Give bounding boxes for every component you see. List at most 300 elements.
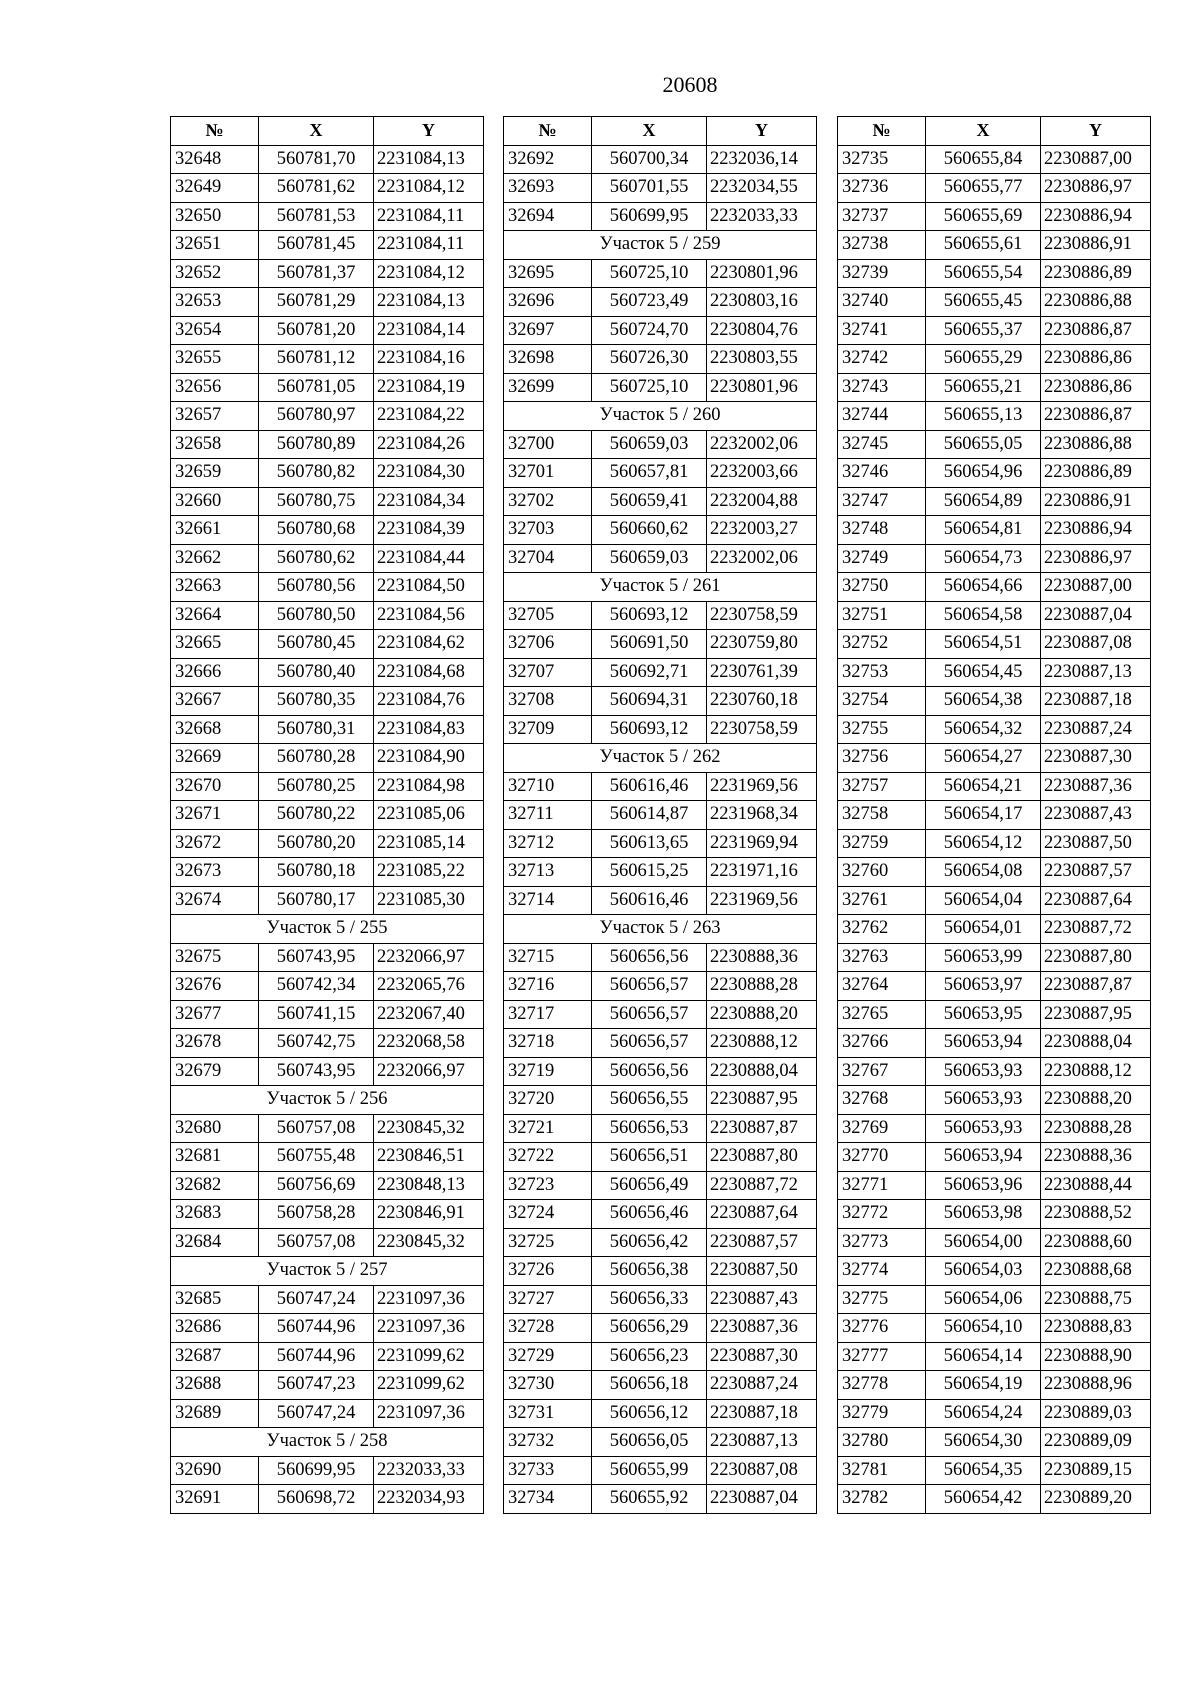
table-row: [838, 1171, 1151, 1200]
table-row: [171, 1029, 484, 1058]
point-number: 32691: [171, 1485, 259, 1514]
x-coordinate: 560653,93: [926, 1114, 1041, 1143]
x-coordinate: 560743,95: [259, 1057, 374, 1086]
x-coordinate: 560656,57: [592, 1029, 707, 1058]
y-coordinate: 2230888,52: [1041, 1200, 1151, 1229]
table-row: [504, 1314, 817, 1343]
y-coordinate: 2231084,13: [374, 145, 484, 174]
y-coordinate: 2231084,22: [374, 402, 484, 431]
x-coordinate: 560780,68: [259, 516, 374, 545]
x-coordinate: 560654,19: [926, 1371, 1041, 1400]
x-coordinate: 560780,45: [259, 630, 374, 659]
header-number: №: [838, 117, 926, 146]
point-number: 32725: [504, 1228, 592, 1257]
y-coordinate: 2231084,13: [374, 288, 484, 317]
point-number: 32729: [504, 1342, 592, 1371]
y-coordinate: 2230760,18: [707, 687, 817, 716]
x-coordinate: 560699,95: [259, 1456, 374, 1485]
y-coordinate: 2230803,16: [707, 288, 817, 317]
y-coordinate: 2231084,11: [374, 202, 484, 231]
point-number: 32662: [171, 544, 259, 573]
table-row: [504, 174, 817, 203]
y-coordinate: 2231084,68: [374, 658, 484, 687]
point-number: 32670: [171, 772, 259, 801]
table-row: [838, 487, 1151, 516]
table-row: [171, 829, 484, 858]
x-coordinate: 560747,24: [259, 1285, 374, 1314]
table-row: [504, 1200, 817, 1229]
y-coordinate: 2230887,24: [1041, 715, 1151, 744]
y-coordinate: 2230888,68: [1041, 1257, 1151, 1286]
point-number: 32704: [504, 544, 592, 573]
x-coordinate: 560654,32: [926, 715, 1041, 744]
point-number: 32779: [838, 1399, 926, 1428]
y-coordinate: 2231084,19: [374, 373, 484, 402]
y-coordinate: 2231084,90: [374, 744, 484, 773]
y-coordinate: 2232033,33: [374, 1456, 484, 1485]
y-coordinate: 2230887,57: [1041, 858, 1151, 887]
x-coordinate: 560780,17: [259, 886, 374, 915]
x-coordinate: 560691,50: [592, 630, 707, 659]
header-row: [171, 117, 484, 146]
point-number: 32665: [171, 630, 259, 659]
point-number: 32744: [838, 402, 926, 431]
x-coordinate: 560655,69: [926, 202, 1041, 231]
y-coordinate: 2231084,34: [374, 487, 484, 516]
section-row: [171, 1086, 484, 1115]
table-row: [504, 943, 817, 972]
x-coordinate: 560659,03: [592, 430, 707, 459]
x-coordinate: 560698,72: [259, 1485, 374, 1514]
y-coordinate: 2230888,28: [707, 972, 817, 1001]
point-number: 32747: [838, 487, 926, 516]
table-row: [504, 430, 817, 459]
point-number: 32759: [838, 829, 926, 858]
x-coordinate: 560780,62: [259, 544, 374, 573]
y-coordinate: 2230887,18: [1041, 687, 1151, 716]
x-coordinate: 560657,81: [592, 459, 707, 488]
point-number: 32684: [171, 1228, 259, 1257]
table-row: [838, 1228, 1151, 1257]
table-row: [504, 1485, 817, 1514]
y-coordinate: 2230888,28: [1041, 1114, 1151, 1143]
table-row: [171, 259, 484, 288]
y-coordinate: 2230887,87: [707, 1114, 817, 1143]
table-row: [171, 544, 484, 573]
y-coordinate: 2230886,97: [1041, 174, 1151, 203]
y-coordinate: 2230888,83: [1041, 1314, 1151, 1343]
y-coordinate: 2230848,13: [374, 1171, 484, 1200]
y-coordinate: 2231097,36: [374, 1399, 484, 1428]
x-coordinate: 560654,38: [926, 687, 1041, 716]
table-row: [838, 801, 1151, 830]
y-coordinate: 2230887,64: [1041, 886, 1151, 915]
table-row: [838, 1257, 1151, 1286]
point-number: 32726: [504, 1257, 592, 1286]
table-row: [838, 259, 1151, 288]
table-row: [504, 544, 817, 573]
point-number: 32703: [504, 516, 592, 545]
point-number: 32734: [504, 1485, 592, 1514]
point-number: 32753: [838, 658, 926, 687]
y-coordinate: 2230887,87: [1041, 972, 1151, 1001]
section-row: [504, 744, 817, 773]
table-row: [171, 573, 484, 602]
y-coordinate: 2232002,06: [707, 544, 817, 573]
point-number: 32774: [838, 1257, 926, 1286]
point-number: 32746: [838, 459, 926, 488]
y-coordinate: 2230888,44: [1041, 1171, 1151, 1200]
x-coordinate: 560655,37: [926, 316, 1041, 345]
header-row: [838, 117, 1151, 146]
y-coordinate: 2230887,36: [707, 1314, 817, 1343]
x-coordinate: 560656,05: [592, 1428, 707, 1457]
point-number: 32735: [838, 145, 926, 174]
x-coordinate: 560656,53: [592, 1114, 707, 1143]
y-coordinate: 2232066,97: [374, 1057, 484, 1086]
point-number: 32782: [838, 1485, 926, 1514]
y-coordinate: 2231099,62: [374, 1371, 484, 1400]
header-x: X: [926, 117, 1041, 146]
table-row: [504, 1285, 817, 1314]
table-row: [171, 715, 484, 744]
y-coordinate: 2231085,30: [374, 886, 484, 915]
table-row: [504, 715, 817, 744]
y-coordinate: 2231969,56: [707, 772, 817, 801]
table-row: [504, 373, 817, 402]
x-coordinate: 560781,70: [259, 145, 374, 174]
table-row: [838, 744, 1151, 773]
x-coordinate: 560655,29: [926, 345, 1041, 374]
y-coordinate: 2230887,00: [1041, 573, 1151, 602]
x-coordinate: 560757,08: [259, 1228, 374, 1257]
x-coordinate: 560781,20: [259, 316, 374, 345]
y-coordinate: 2231099,62: [374, 1342, 484, 1371]
table-row: [838, 1314, 1151, 1343]
point-number: 32745: [838, 430, 926, 459]
x-coordinate: 560781,29: [259, 288, 374, 317]
section-title: Участок 5 / 256: [171, 1086, 484, 1115]
table-row: [838, 1456, 1151, 1485]
point-number: 32687: [171, 1342, 259, 1371]
section-title: Участок 5 / 259: [504, 231, 817, 260]
table-row: [171, 744, 484, 773]
y-coordinate: 2230887,80: [1041, 943, 1151, 972]
table-row: [171, 601, 484, 630]
x-coordinate: 560616,46: [592, 772, 707, 801]
table-row: [838, 772, 1151, 801]
y-coordinate: 2231969,56: [707, 886, 817, 915]
table-row: [838, 1371, 1151, 1400]
table-row: [838, 573, 1151, 602]
point-number: 32732: [504, 1428, 592, 1457]
point-number: 32750: [838, 573, 926, 602]
x-coordinate: 560742,75: [259, 1029, 374, 1058]
table-row: [171, 174, 484, 203]
point-number: 32768: [838, 1086, 926, 1115]
y-coordinate: 2230761,39: [707, 658, 817, 687]
y-coordinate: 2230887,43: [1041, 801, 1151, 830]
x-coordinate: 560654,27: [926, 744, 1041, 773]
table-row: [838, 316, 1151, 345]
x-coordinate: 560780,97: [259, 402, 374, 431]
y-coordinate: 2231084,83: [374, 715, 484, 744]
table-row: [171, 487, 484, 516]
table-row: [504, 202, 817, 231]
point-number: 32663: [171, 573, 259, 602]
point-number: 32701: [504, 459, 592, 488]
table-row: [504, 1456, 817, 1485]
coordinates-table-2: [503, 116, 817, 1514]
section-row: [171, 1257, 484, 1286]
x-coordinate: 560780,20: [259, 829, 374, 858]
y-coordinate: 2230886,94: [1041, 516, 1151, 545]
table-row: [504, 1057, 817, 1086]
point-number: 32778: [838, 1371, 926, 1400]
table-row: [838, 1285, 1151, 1314]
y-coordinate: 2230889,20: [1041, 1485, 1151, 1514]
table-row: [838, 1428, 1151, 1457]
point-number: 32660: [171, 487, 259, 516]
x-coordinate: 560780,40: [259, 658, 374, 687]
x-coordinate: 560693,12: [592, 715, 707, 744]
y-coordinate: 2231968,34: [707, 801, 817, 830]
table-row: [838, 1114, 1151, 1143]
x-coordinate: 560654,81: [926, 516, 1041, 545]
y-coordinate: 2230886,87: [1041, 402, 1151, 431]
point-number: 32718: [504, 1029, 592, 1058]
point-number: 32721: [504, 1114, 592, 1143]
x-coordinate: 560655,54: [926, 259, 1041, 288]
x-coordinate: 560725,10: [592, 259, 707, 288]
x-coordinate: 560654,14: [926, 1342, 1041, 1371]
point-number: 32700: [504, 430, 592, 459]
y-coordinate: 2230889,03: [1041, 1399, 1151, 1428]
table-row: [838, 231, 1151, 260]
point-number: 32771: [838, 1171, 926, 1200]
y-coordinate: 2231084,12: [374, 259, 484, 288]
y-coordinate: 2230888,04: [707, 1057, 817, 1086]
x-coordinate: 560724,70: [592, 316, 707, 345]
x-coordinate: 560747,24: [259, 1399, 374, 1428]
y-coordinate: 2230888,96: [1041, 1371, 1151, 1400]
x-coordinate: 560655,77: [926, 174, 1041, 203]
table-row: [171, 231, 484, 260]
table-row: [171, 1485, 484, 1514]
x-coordinate: 560656,29: [592, 1314, 707, 1343]
x-coordinate: 560780,56: [259, 573, 374, 602]
x-coordinate: 560654,73: [926, 544, 1041, 573]
y-coordinate: 2230887,36: [1041, 772, 1151, 801]
table-row: [504, 972, 817, 1001]
point-number: 32694: [504, 202, 592, 231]
table-row: [504, 630, 817, 659]
table-row: [504, 1086, 817, 1115]
point-number: 32760: [838, 858, 926, 887]
y-coordinate: 2232036,14: [707, 145, 817, 174]
y-coordinate: 2230887,08: [1041, 630, 1151, 659]
x-coordinate: 560654,66: [926, 573, 1041, 602]
x-coordinate: 560655,45: [926, 288, 1041, 317]
x-coordinate: 560654,17: [926, 801, 1041, 830]
x-coordinate: 560654,58: [926, 601, 1041, 630]
point-number: 32712: [504, 829, 592, 858]
x-coordinate: 560654,03: [926, 1257, 1041, 1286]
table-row: [171, 1114, 484, 1143]
x-coordinate: 560656,38: [592, 1257, 707, 1286]
x-coordinate: 560757,08: [259, 1114, 374, 1143]
table-row: [838, 601, 1151, 630]
table-row: [838, 544, 1151, 573]
x-coordinate: 560653,93: [926, 1057, 1041, 1086]
point-number: 32764: [838, 972, 926, 1001]
point-number: 32690: [171, 1456, 259, 1485]
table-row: [171, 373, 484, 402]
section-title: Участок 5 / 261: [504, 573, 817, 602]
point-number: 32650: [171, 202, 259, 231]
point-number: 32699: [504, 373, 592, 402]
point-number: 32652: [171, 259, 259, 288]
point-number: 32763: [838, 943, 926, 972]
table-row: [838, 886, 1151, 915]
x-coordinate: 560654,89: [926, 487, 1041, 516]
x-coordinate: 560656,18: [592, 1371, 707, 1400]
table-row: [171, 1000, 484, 1029]
point-number: 32708: [504, 687, 592, 716]
point-number: 32722: [504, 1143, 592, 1172]
table-row: [504, 801, 817, 830]
y-coordinate: 2230886,86: [1041, 373, 1151, 402]
y-coordinate: 2231084,26: [374, 430, 484, 459]
point-number: 32714: [504, 886, 592, 915]
x-coordinate: 560781,62: [259, 174, 374, 203]
coordinates-table-3: [837, 116, 1151, 1514]
table-row: [838, 1086, 1151, 1115]
x-coordinate: 560781,45: [259, 231, 374, 260]
table-row: [838, 430, 1151, 459]
x-coordinate: 560780,25: [259, 772, 374, 801]
x-coordinate: 560653,94: [926, 1143, 1041, 1172]
y-coordinate: 2231084,30: [374, 459, 484, 488]
table-row: [838, 715, 1151, 744]
point-number: 32680: [171, 1114, 259, 1143]
table-row: [504, 1143, 817, 1172]
table-row: [838, 1485, 1151, 1514]
point-number: 32656: [171, 373, 259, 402]
table-row: [838, 915, 1151, 944]
x-coordinate: 560780,35: [259, 687, 374, 716]
x-coordinate: 560613,65: [592, 829, 707, 858]
y-coordinate: 2230888,12: [1041, 1057, 1151, 1086]
y-coordinate: 2230886,91: [1041, 231, 1151, 260]
page-number: 20608: [662, 72, 718, 97]
table-row: [504, 1228, 817, 1257]
x-coordinate: 560780,18: [259, 858, 374, 887]
x-coordinate: 560780,22: [259, 801, 374, 830]
x-coordinate: 560654,06: [926, 1285, 1041, 1314]
x-coordinate: 560747,23: [259, 1371, 374, 1400]
y-coordinate: 2230888,12: [707, 1029, 817, 1058]
y-coordinate: 2230887,13: [1041, 658, 1151, 687]
y-coordinate: 2230888,36: [1041, 1143, 1151, 1172]
point-number: 32688: [171, 1371, 259, 1400]
point-number: 32683: [171, 1200, 259, 1229]
table-row: [504, 516, 817, 545]
point-number: 32752: [838, 630, 926, 659]
y-coordinate: 2230887,30: [1041, 744, 1151, 773]
section-title: Участок 5 / 257: [171, 1257, 484, 1286]
x-coordinate: 560656,57: [592, 1000, 707, 1029]
section-title: Участок 5 / 255: [171, 915, 484, 944]
y-coordinate: 2232003,66: [707, 459, 817, 488]
x-coordinate: 560655,13: [926, 402, 1041, 431]
table-row: [838, 1000, 1151, 1029]
table-row: [171, 345, 484, 374]
point-number: 32772: [838, 1200, 926, 1229]
point-number: 32705: [504, 601, 592, 630]
point-number: 32689: [171, 1399, 259, 1428]
point-number: 32667: [171, 687, 259, 716]
table-row: [838, 459, 1151, 488]
y-coordinate: 2232003,27: [707, 516, 817, 545]
point-number: 32743: [838, 373, 926, 402]
y-coordinate: 2231084,56: [374, 601, 484, 630]
section-title: Участок 5 / 262: [504, 744, 817, 773]
header-row: [504, 117, 817, 146]
point-number: 32720: [504, 1086, 592, 1115]
x-coordinate: 560659,41: [592, 487, 707, 516]
point-number: 32731: [504, 1399, 592, 1428]
y-coordinate: 2230888,04: [1041, 1029, 1151, 1058]
table-row: [838, 630, 1151, 659]
x-coordinate: 560780,75: [259, 487, 374, 516]
y-coordinate: 2230886,87: [1041, 316, 1151, 345]
x-coordinate: 560654,30: [926, 1428, 1041, 1457]
point-number: 32664: [171, 601, 259, 630]
table-row: [171, 1314, 484, 1343]
table-row: [171, 772, 484, 801]
point-number: 32761: [838, 886, 926, 915]
x-coordinate: 560692,71: [592, 658, 707, 687]
table-row: [171, 886, 484, 915]
table-row: [838, 373, 1151, 402]
y-coordinate: 2230759,80: [707, 630, 817, 659]
point-number: 32748: [838, 516, 926, 545]
x-coordinate: 560653,96: [926, 1171, 1041, 1200]
x-coordinate: 560654,51: [926, 630, 1041, 659]
point-number: 32702: [504, 487, 592, 516]
y-coordinate: 2231969,94: [707, 829, 817, 858]
point-number: 32678: [171, 1029, 259, 1058]
point-number: 32755: [838, 715, 926, 744]
y-coordinate: 2230845,32: [374, 1114, 484, 1143]
point-number: 32695: [504, 259, 592, 288]
y-coordinate: 2230888,90: [1041, 1342, 1151, 1371]
x-coordinate: 560656,33: [592, 1285, 707, 1314]
y-coordinate: 2232033,33: [707, 202, 817, 231]
table-row: [838, 829, 1151, 858]
point-number: 32773: [838, 1228, 926, 1257]
y-coordinate: 2230886,86: [1041, 345, 1151, 374]
x-coordinate: 560653,94: [926, 1029, 1041, 1058]
point-number: 32719: [504, 1057, 592, 1086]
table-row: [504, 886, 817, 915]
y-coordinate: 2230801,96: [707, 259, 817, 288]
x-coordinate: 560654,10: [926, 1314, 1041, 1343]
table-row: [171, 658, 484, 687]
table-row: [504, 316, 817, 345]
header-y: Y: [374, 117, 484, 146]
